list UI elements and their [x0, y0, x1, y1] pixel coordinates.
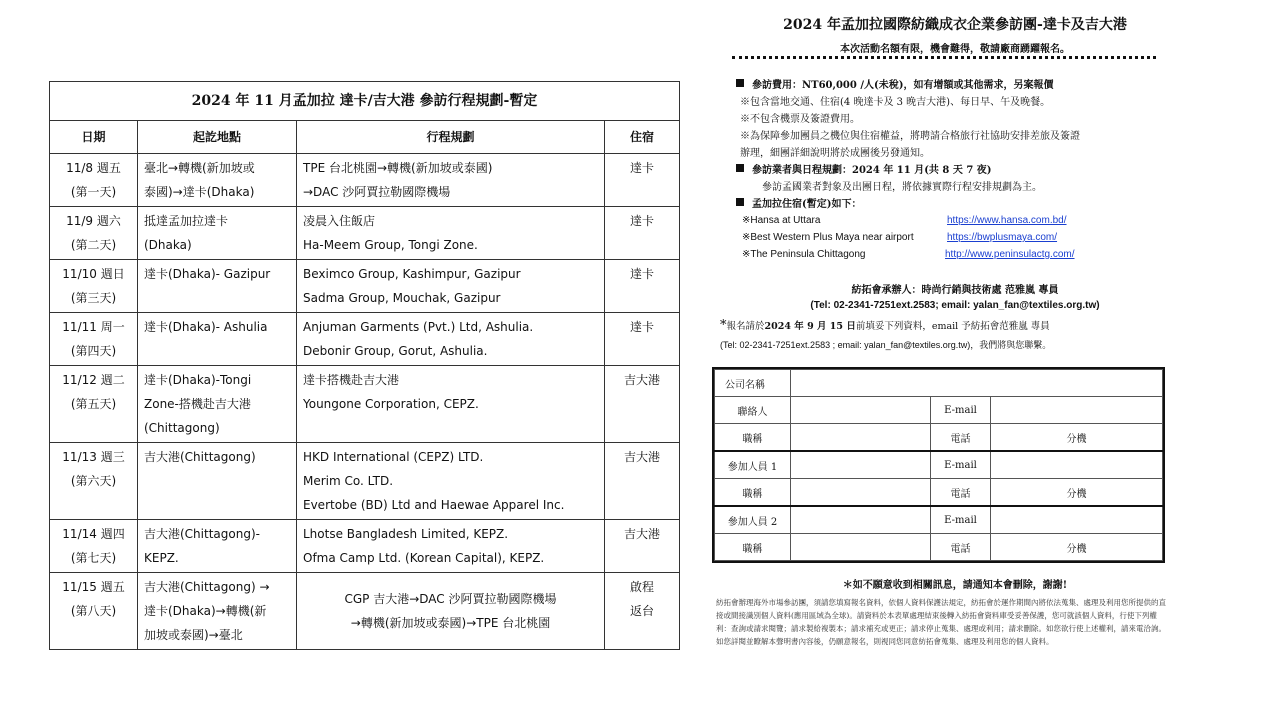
header-stay: 住宿 — [605, 121, 680, 154]
stay-text: 吉大港 — [623, 450, 660, 464]
deadline-date: 2024 年 9 月 15 日 — [764, 321, 856, 332]
route-line: Zone-搭機赴吉大港 — [144, 397, 251, 411]
plan-line: 凌晨入住飯店 — [303, 214, 376, 228]
plan-cell — [297, 154, 605, 207]
date-text: 11/15 週五 — [62, 580, 125, 594]
plan-line: TPE 台北桃園→轉機(新加坡或泰國) — [303, 161, 493, 175]
stay-cell — [605, 207, 680, 260]
stay-text: 達卡 — [629, 161, 654, 175]
email-label: E-mail — [931, 451, 991, 479]
plan-line: 達卡搭機赴吉大港 — [303, 373, 400, 387]
ext-label[interactable]: 分機 — [991, 424, 1163, 452]
dotted-divider — [732, 56, 1156, 59]
header-plan: 行程規劃 — [297, 121, 605, 154]
bullet-icon — [736, 198, 744, 206]
date-text: 11/8 週五 — [66, 161, 121, 175]
hotel-name: ※Best Western Plus Maya near airport — [742, 232, 914, 243]
itinerary-row — [50, 573, 680, 650]
route-line: 臺北→轉機(新加坡或 — [144, 161, 255, 175]
deadline-contact: (Tel: 02-2341-7251ext.2583 ; email: yalan_fan@textiles.org.tw)，我們將與您聯繫。 — [720, 340, 1052, 350]
stay-cell — [605, 366, 680, 443]
day-text: (第四天) — [70, 344, 117, 358]
title-label: 職稱 — [715, 534, 791, 561]
day-text: (第五天) — [70, 397, 117, 411]
route-cell — [138, 366, 297, 443]
itinerary-row — [50, 154, 680, 207]
participant1-label: 參加人員 1 — [715, 451, 791, 479]
phone-label: 電話 — [931, 424, 991, 452]
participant2-field[interactable] — [791, 506, 931, 534]
route-line: 吉大港(Chittagong) — [144, 450, 256, 464]
plan-line: →DAC 沙阿賈拉勒國際機場 — [303, 185, 451, 199]
company-label: 公司名稱 — [715, 370, 791, 397]
header-route: 起訖地點 — [138, 121, 297, 154]
day-text: (第二天) — [70, 238, 117, 252]
stay-cell — [605, 520, 680, 573]
contact-label: 聯絡人 — [715, 397, 791, 424]
date-cell — [50, 207, 138, 260]
stay-text: 達卡 — [629, 267, 654, 281]
route-line: 加坡或泰國)→臺北 — [144, 628, 243, 642]
email-label: E-mail — [931, 506, 991, 534]
participant1-field[interactable] — [791, 451, 931, 479]
email-label: E-mail — [931, 397, 991, 424]
schedule-note: 參訪孟國業者對象及出團日程，將依據實際行程安排規劃為主。 — [762, 182, 1042, 193]
phone-label: 電話 — [931, 479, 991, 507]
title-field[interactable] — [791, 424, 931, 452]
plan-cell — [297, 520, 605, 573]
plan-line: Ofma Camp Ltd. (Korean Capital), KEPZ. — [303, 551, 545, 565]
date-text: 11/10 週日 — [62, 267, 125, 281]
route-line: (Chittagong) — [144, 421, 220, 435]
hotel-name: ※The Peninsula Chittagong — [742, 249, 866, 260]
stay-text: 吉大港 — [623, 527, 660, 541]
day-text: (第一天) — [70, 185, 117, 199]
day-text: (第八天) — [70, 604, 117, 618]
route-line: 達卡(Dhaka)- Ashulia — [144, 320, 268, 334]
plan-line: Sadma Group, Mouchak, Gazipur — [303, 291, 501, 305]
hotel-heading: 孟加拉住宿(暫定)如下： — [752, 199, 862, 210]
ext-label[interactable]: 分機 — [991, 479, 1163, 507]
participant2-label: 參加人員 2 — [715, 506, 791, 534]
plan-cell — [297, 443, 605, 520]
deadline-line — [720, 318, 1190, 333]
title-field[interactable] — [791, 534, 931, 561]
bullet-icon — [736, 164, 744, 172]
header-date: 日期 — [50, 121, 138, 154]
itinerary-table — [49, 81, 680, 650]
itinerary-row — [50, 313, 680, 366]
route-cell — [138, 573, 297, 650]
route-line: KEPZ. — [144, 551, 179, 565]
hotel-link[interactable]: https://www.hansa.com.bd/ — [947, 215, 1067, 226]
itinerary-row — [50, 520, 680, 573]
stay-cell — [605, 443, 680, 520]
route-line: 達卡(Dhaka)-Tongi — [144, 373, 252, 387]
plan-line: Youngone Corporation, CEPZ. — [303, 397, 479, 411]
fee-note: ※為保障參加團員之機位與住宿權益，將聘請合格旅行社協助安排差旅及簽證 — [740, 131, 1080, 142]
day-text: (第三天) — [70, 291, 117, 305]
plan-line: Ha-Meem Group, Tongi Zone. — [303, 238, 478, 252]
itinerary-row — [50, 443, 680, 520]
route-cell — [138, 313, 297, 366]
title-label: 職稱 — [715, 479, 791, 507]
optout-note: ＊如不願意收到相關訊息，請通知本會刪除，謝謝! — [842, 580, 1068, 591]
email-field[interactable] — [991, 451, 1163, 479]
route-cell — [138, 443, 297, 520]
date-cell — [50, 313, 138, 366]
route-line: 吉大港(Chittagong)- — [144, 527, 260, 541]
stay-text: 吉大港 — [623, 373, 660, 387]
route-line: 吉大港(Chittagong) → — [144, 580, 270, 594]
phone-label: 電話 — [931, 534, 991, 561]
contact-field[interactable] — [791, 397, 931, 424]
date-cell — [50, 260, 138, 313]
plan-line: Debonir Group, Gorut, Ashulia. — [303, 344, 488, 358]
date-text: 11/13 週三 — [62, 450, 125, 464]
registration-form — [714, 369, 1163, 561]
plan-line: HKD International (CEPZ) LTD. — [303, 450, 484, 464]
hotel-link[interactable]: http://www.peninsulactg.com/ — [945, 249, 1075, 260]
note-star: * — [720, 318, 727, 333]
fee-note: ※包含當地交通、住宿(4 晚達卡及 3 晚吉大港)、每日早、午及晚餐。 — [740, 97, 1051, 108]
plan-cell — [297, 260, 605, 313]
stay-text: 達卡 — [629, 320, 654, 334]
itinerary-row — [50, 366, 680, 443]
plan-line: →轉機(新加坡或泰國)→TPE 台北桃園 — [350, 616, 551, 630]
stay-text: 啟程返台 — [629, 580, 654, 618]
deadline-pre: 報名請於 — [726, 321, 765, 332]
company-field[interactable] — [791, 370, 1163, 397]
ext-label[interactable]: 分機 — [991, 534, 1163, 561]
plan-cell — [297, 573, 605, 650]
info-title: 2024 年孟加拉國際紡織成衣企業參訪團-達卡及吉大港 — [783, 17, 1127, 33]
fee-note: 辦理，細團詳細說明將於成團後另發通知。 — [740, 148, 930, 159]
stay-cell — [605, 313, 680, 366]
date-text: 11/9 週六 — [66, 214, 121, 228]
stay-text: 達卡 — [629, 214, 654, 228]
email-field[interactable] — [991, 506, 1163, 534]
fee-heading: 參訪費用：NT60,000 /人(未稅)，如有增額或其他需求，另案報價 — [752, 80, 1054, 91]
date-cell — [50, 573, 138, 650]
email-field[interactable] — [991, 397, 1163, 424]
title-label: 職稱 — [715, 424, 791, 452]
deadline-post: 前填妥下列資料，email 予紡拓會范雅嵐 專員 — [855, 321, 1050, 332]
plan-cell — [297, 207, 605, 260]
route-line: 達卡(Dhaka)- Gazipur — [144, 267, 271, 281]
date-text: 11/12 週二 — [62, 373, 125, 387]
contact-title: 紡拓會承辦人：時尚行銷與技術處 范雅嵐 專員 — [851, 285, 1059, 296]
route-line: 抵達孟加拉達卡 — [144, 214, 229, 228]
privacy-notice: 紡拓會辦理海外市場參訪團，須請您填寫報名資料，依個人資料保護法規定，紡拓會於運作期間內將依法蒐集、處理及利用您所提供的直接或間接識別個人資料(應用區域為全球)。請資料於本表單處理結束後轉入紡拓會資料庫受妥善保護，您可就該個人資料，行使下列權利：查詢或請求閱覽；請求製給複製本；請求補充或更正；請求停止蒐集、處理或利用；請求刪除。如您欲行使上述權利，請來電洽詢。如您詳閱並瞭解本聲明書內容後，仍願意報名，則視同您同意紡拓會蒐集、處理及利用您的個人資料。 — [716, 598, 1166, 646]
route-line: 泰國)→達卡(Dhaka) — [144, 185, 255, 199]
plan-line: Evertobe (BD) Ltd and Haewae Apparel Inc. — [303, 498, 565, 512]
date-text: 11/11 周一 — [62, 320, 125, 334]
itinerary-row — [50, 207, 680, 260]
route-cell — [138, 154, 297, 207]
info-subtitle: 本次活動名額有限，機會難得，敬請廠商踴躍報名。 — [840, 44, 1070, 55]
date-cell — [50, 154, 138, 207]
hotel-list — [742, 212, 1182, 263]
plan-line: Anjuman Garments (Pvt.) Ltd, Ashulia. — [303, 320, 534, 334]
itinerary-row — [50, 260, 680, 313]
bullet-icon — [736, 79, 744, 87]
plan-cell — [297, 366, 605, 443]
date-cell — [50, 443, 138, 520]
hotel-link[interactable]: https://bwplusmaya.com/ — [947, 232, 1058, 243]
contact-line: (Tel: 02-2341-7251ext.2583; email: yalan_fan@textiles.org.tw) — [810, 300, 1100, 311]
date-cell — [50, 520, 138, 573]
plan-line: CGP 吉大港→DAC 沙阿賈拉勒國際機場 — [344, 592, 557, 606]
date-cell — [50, 366, 138, 443]
schedule-heading: 參訪業者與日程規劃：2024 年 11 月(共 8 天 7 夜) — [752, 165, 992, 176]
plan-cell — [297, 313, 605, 366]
plan-line: Beximco Group, Kashimpur, Gazipur — [303, 267, 521, 281]
route-cell — [138, 207, 297, 260]
plan-line: Merim Co. LTD. — [303, 474, 394, 488]
plan-line: Lhotse Bangladesh Limited, KEPZ. — [303, 527, 509, 541]
route-cell — [138, 520, 297, 573]
stay-cell — [605, 154, 680, 207]
hotel-name: ※Hansa at Uttara — [742, 215, 821, 226]
title-field[interactable] — [791, 479, 931, 507]
itinerary-body — [50, 154, 680, 650]
stay-cell — [605, 573, 680, 650]
stay-cell — [605, 260, 680, 313]
route-line: 達卡(Dhaka)→轉機(新 — [144, 604, 267, 618]
route-cell — [138, 260, 297, 313]
route-line: (Dhaka) — [144, 238, 192, 252]
fee-note: ※不包含機票及簽證費用。 — [740, 114, 860, 125]
day-text: (第六天) — [70, 474, 117, 488]
fee-section — [736, 77, 1176, 213]
date-text: 11/14 週四 — [62, 527, 125, 541]
itinerary-title: 2024 年 11 月孟加拉 達卡/吉大港 參訪行程規劃-暫定 — [50, 82, 680, 121]
day-text: (第七天) — [70, 551, 117, 565]
